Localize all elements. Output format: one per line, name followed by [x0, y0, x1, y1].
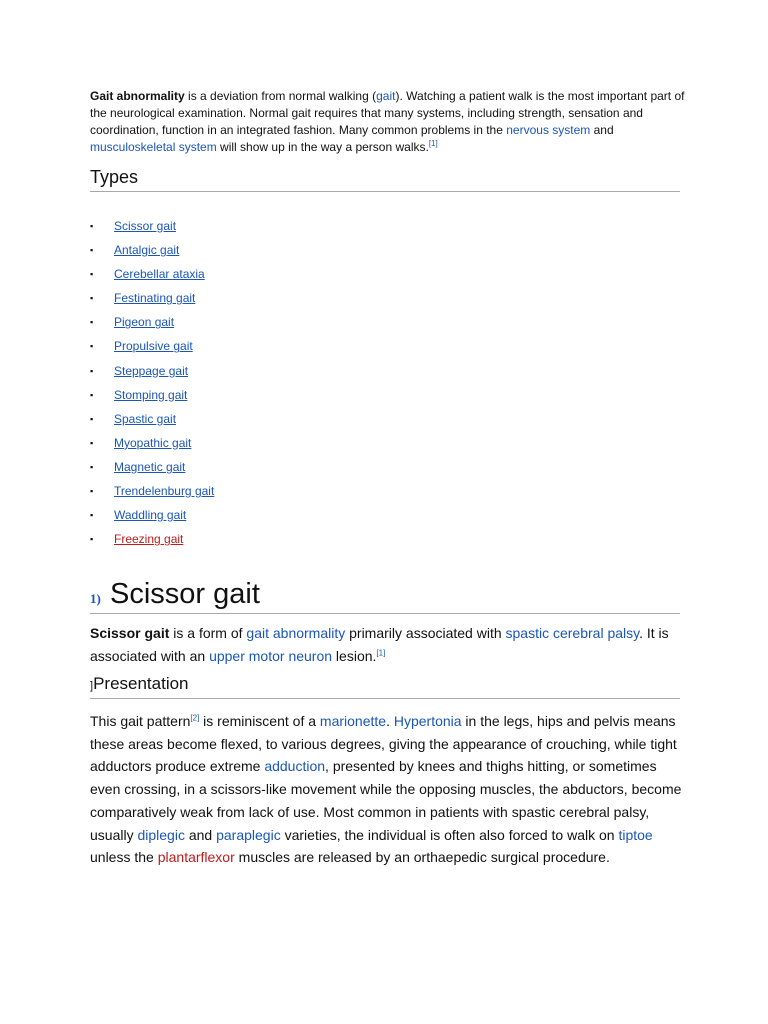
- scissor-reference[interactable]: [1]: [376, 648, 386, 658]
- link-adduction[interactable]: adduction: [264, 758, 326, 775]
- bullet-icon: ▪: [90, 293, 94, 304]
- bullet-icon: ▪: [90, 245, 94, 256]
- presentation-paragraph: [90, 710, 690, 869]
- types-list-item: [90, 216, 214, 240]
- scissor-text-3: . It is associated with an: [90, 625, 669, 664]
- types-link-steppage-gait[interactable]: Steppage gait: [114, 363, 189, 378]
- types-list-item: [90, 457, 214, 481]
- presentation-bracket: ]: [90, 680, 94, 692]
- bullet-icon: ▪: [90, 389, 94, 400]
- scissor-gait-paragraph: [90, 622, 690, 668]
- types-list-item: [90, 361, 214, 385]
- presentation-title: Presentation: [93, 674, 189, 693]
- bullet-icon: ▪: [90, 413, 94, 424]
- presentation-text-6: and: [184, 826, 217, 843]
- types-link-scissor-gait[interactable]: Scissor gait: [114, 219, 177, 233]
- link-upper-motor-neuron[interactable]: upper motor neuron: [209, 648, 333, 664]
- types-link-spastic-gait[interactable]: Spastic gait: [114, 411, 177, 426]
- bullet-icon: ▪: [90, 437, 94, 448]
- types-list-item: [90, 240, 214, 264]
- presentation-heading: [90, 673, 680, 699]
- types-heading: Types: [90, 167, 680, 192]
- link-paraplegic[interactable]: paraplegic: [216, 826, 281, 843]
- bullet-icon: ▪: [90, 269, 94, 280]
- presentation-text-2: is reminiscent of a: [199, 713, 320, 729]
- presentation-text-7: varieties, the individual is often also forced to walk on: [280, 826, 619, 843]
- types-list-item: [90, 288, 214, 312]
- bullet-icon: ▪: [90, 486, 94, 497]
- bullet-icon: ▪: [90, 365, 94, 376]
- section-number: 1): [90, 591, 101, 606]
- intro-text-1: is a deviation from normal walking (: [184, 89, 377, 103]
- types-link-antalgic-gait[interactable]: Antalgic gait: [114, 243, 180, 258]
- bullet-icon: ▪: [90, 534, 94, 545]
- types-list-item: [90, 409, 214, 433]
- bullet-icon: ▪: [90, 317, 94, 328]
- scissor-text-2: primarily associated with: [345, 625, 506, 641]
- types-list-item: [90, 481, 214, 505]
- intro-text-4: will show up in the way a person walks.: [216, 140, 429, 154]
- presentation-text-8: unless the: [90, 849, 158, 866]
- types-list-item: [90, 385, 214, 409]
- link-nervous-system[interactable]: nervous system: [506, 123, 591, 137]
- link-diplegic[interactable]: diplegic: [137, 826, 185, 843]
- scissor-gait-title: Scissor gait: [110, 578, 260, 610]
- bullet-icon: ▪: [90, 221, 94, 231]
- presentation-reference[interactable]: [2]: [190, 713, 200, 723]
- scissor-gait-heading: [90, 576, 680, 614]
- bullet-icon: ▪: [90, 510, 94, 521]
- types-list-item: [90, 264, 214, 288]
- bullet-icon: ▪: [90, 341, 94, 352]
- presentation-text-3: .: [386, 713, 394, 729]
- link-tiptoe[interactable]: tiptoe: [618, 826, 653, 843]
- bullet-icon: ▪: [90, 461, 94, 472]
- link-marionette[interactable]: marionette: [319, 713, 387, 729]
- types-link-cerebellar-ataxia[interactable]: Cerebellar ataxia: [114, 267, 205, 282]
- types-link-trendelenburg-gait[interactable]: Trendelenburg gait: [114, 484, 215, 499]
- types-link-freezing-gait[interactable]: Freezing gait: [114, 532, 184, 547]
- link-musculoskeletal-system[interactable]: musculoskeletal system: [90, 140, 217, 154]
- intro-text-2: ). Watching a patient walk is the most important part of the neurological examination. Normal gait requires that many systems, including strength, sensation and coordination, function in an integrated fashion. Many common problems in the: [90, 89, 685, 137]
- presentation-text-4: in the legs, hips and pelvis means these areas become flexed, to various degrees, giving the appearance of crouching, while tight adductors produce extreme: [90, 713, 677, 775]
- presentation-text-5: , presented by knees and thighs hitting, or sometimes even crossing, in a scissors-like movement while the opposing muscles, the abductors, become comparatively weak from lack of use. Most common in patients with spastic cerebral palsy, usually: [90, 758, 682, 843]
- types-link-stomping-gait[interactable]: Stomping gait: [114, 387, 188, 402]
- types-link-pigeon-gait[interactable]: Pigeon gait: [114, 315, 175, 330]
- types-list-item: [90, 336, 214, 360]
- presentation-text-9: muscles are released by an orthaepedic surgical procedure.: [234, 849, 610, 866]
- types-list-item: [90, 433, 214, 457]
- types-list: [90, 216, 214, 553]
- link-spastic-cerebral-palsy[interactable]: spastic cerebral palsy: [505, 625, 640, 641]
- types-list-item: [90, 529, 214, 553]
- types-list-item: [90, 312, 214, 336]
- types-list-item: [90, 505, 214, 529]
- link-gait-abnormality[interactable]: gait abnormality: [246, 625, 346, 641]
- intro-text-3: and: [590, 123, 614, 137]
- intro-paragraph: [90, 88, 690, 156]
- types-link-waddling-gait[interactable]: Waddling gait: [114, 508, 187, 523]
- scissor-text-1: is a form of: [169, 625, 247, 641]
- intro-reference[interactable]: [1]: [428, 139, 438, 148]
- scissor-text-4: lesion.: [332, 648, 377, 664]
- types-link-magnetic-gait[interactable]: Magnetic gait: [114, 459, 186, 474]
- presentation-text-1: This gait pattern: [90, 713, 191, 729]
- link-hypertonia[interactable]: Hypertonia: [393, 713, 462, 729]
- link-plantarflexor[interactable]: plantarflexor: [157, 849, 235, 866]
- types-link-propulsive-gait[interactable]: Propulsive gait: [114, 339, 193, 354]
- link-gait[interactable]: gait: [376, 89, 396, 103]
- types-link-festinating-gait[interactable]: Festinating gait: [114, 291, 196, 306]
- intro-bold-term: Gait abnormality: [90, 89, 185, 103]
- scissor-bold-term: Scissor gait: [90, 625, 170, 641]
- types-link-myopathic-gait[interactable]: Myopathic gait: [114, 435, 192, 450]
